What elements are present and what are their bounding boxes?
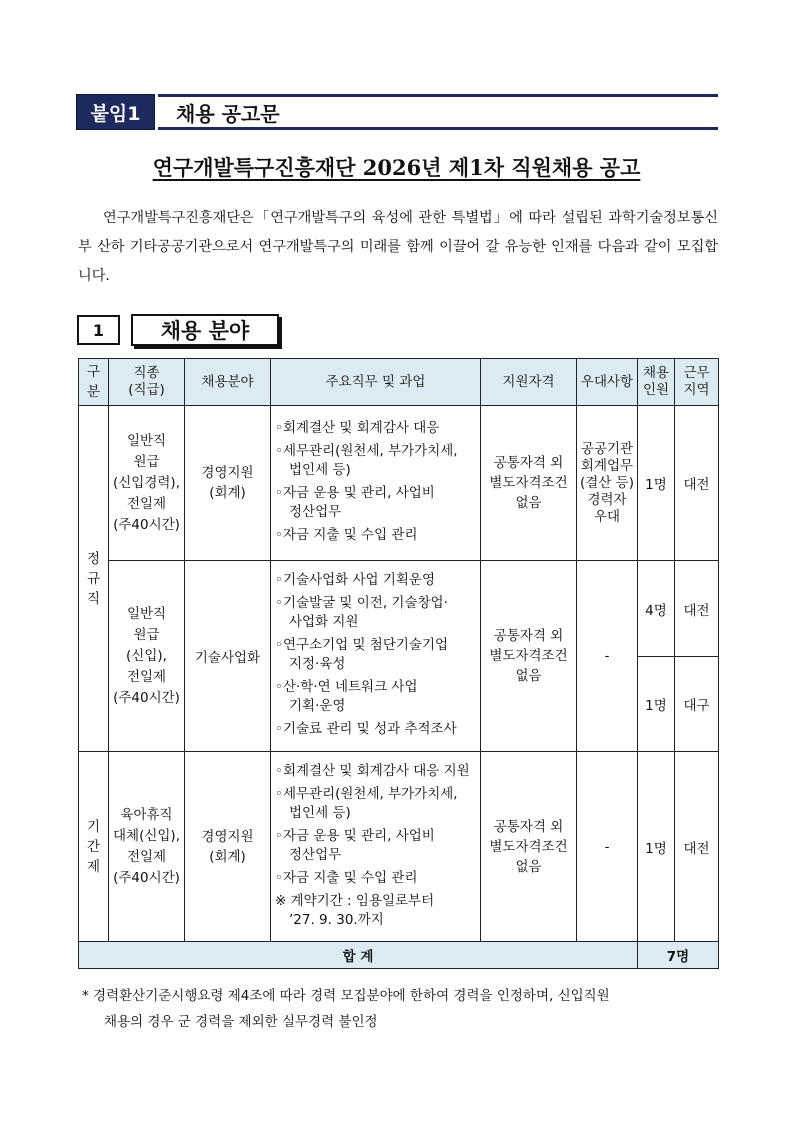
duty-item: ◦세무관리(원천세, 부가가치세, 법인세 등) (275, 785, 458, 821)
group-regular: 정 규 직 (79, 406, 109, 752)
field-cell: 기술사업화 (185, 561, 271, 752)
header-division: 구 분 (79, 359, 109, 406)
section-title: 채용 분야 (131, 314, 279, 346)
duty-item: ◦세무관리(원천세, 부가가치세, 법인세 등) (275, 443, 458, 478)
qualification-cell: 공통자격 외 별도자격조건 없음 (481, 561, 577, 752)
duty-item: ※ 계약기간 : 임용일로부터 ’27. 9. 30.까지 (275, 892, 435, 928)
header-job-type: 직종 (직급) (109, 359, 185, 406)
table-row (79, 406, 719, 561)
header-title: 채용 공고문 (158, 94, 718, 130)
count-cell: 1명 (638, 752, 675, 942)
header-count: 채용 인원 (638, 359, 675, 406)
footnote-line: * 경력환산기준시행요령 제4조에 따라 경력 모집분야에 한하여 경력을 인정하며, 신입직원 (82, 988, 610, 1004)
group-temporary: 기 간 제 (79, 752, 109, 942)
qualification-cell: 공통자격 외 별도자격조건 없음 (481, 752, 577, 942)
job-type-cell: 육아휴직 대체(신입), 전일제 (주40시간) (109, 752, 185, 942)
duty-item: ◦자금 지출 및 수입 관리 (275, 869, 418, 886)
intro-paragraph: 연구개발특구진흥재단은「연구개발특구의 육성에 관한 특별법」에 따라 설립된 과학기술정보통신부 산하 기타공공기관으로서 연구개발특구의 미래를 함께 이끌어 갈 유능한 인재를 다음과 같이 모집합니다. (78, 210, 718, 284)
duty-item: ◦산·학·연 네트워크 사업 기획·운영 (275, 679, 418, 714)
header-qualification: 지원자격 (481, 359, 577, 406)
header-field: 채용분야 (185, 359, 271, 406)
field-cell: 경영지원 (회계) (185, 752, 271, 942)
table-row (79, 561, 719, 657)
region-cell: 대구 (675, 657, 719, 752)
footnote-line: 채용의 경우 군 경력을 제외한 실무경력 불인정 (104, 1014, 378, 1030)
total-row (79, 942, 719, 969)
header-region: 근무 지역 (675, 359, 719, 406)
header-duties: 주요직무 및 과업 (271, 359, 481, 406)
section-number: 1 (77, 315, 120, 345)
count-cell: 1명 (638, 657, 675, 752)
region-cell: 대전 (675, 752, 719, 942)
region-cell: 대전 (675, 406, 719, 561)
duty-item: ◦기술발굴 및 이전, 기술창업· 사업화 지원 (275, 595, 448, 630)
duty-item: ◦연구소기업 및 첨단기술기업 지정·육성 (275, 637, 449, 672)
duties-cell (271, 406, 481, 561)
duties-cell (271, 561, 481, 752)
preference-cell: - (577, 561, 638, 752)
duty-item: ◦자금 운용 및 관리, 사업비 정산업무 (275, 827, 435, 863)
preference-cell: - (577, 752, 638, 942)
table-row (79, 752, 719, 942)
duties-cell (271, 752, 481, 942)
job-type-cell: 일반직 원급 (신입경력), 전일제 (주40시간) (109, 406, 185, 561)
duty-item: ◦기술사업화 사업 기획운영 (275, 572, 435, 588)
field-cell: 경영지원 (회계) (185, 406, 271, 561)
document-title: 연구개발특구진흥재단 2026년 제1차 직원채용 공고 (152, 155, 641, 180)
preference-cell: 공공기관 회계업무 (결산 등) 경력자 우대 (577, 406, 638, 561)
count-cell: 4명 (638, 561, 675, 657)
attachment-badge: 붙임1 (76, 94, 155, 130)
duty-item: ◦자금 운용 및 관리, 사업비 정산업무 (275, 485, 435, 520)
qualification-cell: 공통자격 외 별도자격조건 없음 (481, 406, 577, 561)
region-cell: 대전 (675, 561, 719, 657)
job-type-cell: 일반직 원급 (신입), 전일제 (주40시간) (109, 561, 185, 752)
count-cell: 1명 (638, 406, 675, 561)
table-header-row (79, 359, 719, 406)
recruitment-table (78, 358, 719, 969)
duty-item: ◦회계결산 및 회계감사 대응 (275, 420, 440, 436)
duty-item: ◦회계결산 및 회계감사 대응 지원 (275, 762, 470, 779)
footnote (82, 983, 722, 1035)
total-value: 7명 (638, 942, 719, 969)
total-label: 합 계 (79, 942, 638, 969)
header-preference: 우대사항 (577, 359, 638, 406)
duty-item: ◦기술료 관리 및 성과 추적조사 (275, 721, 457, 737)
duty-item: ◦자금 지출 및 수입 관리 (275, 527, 418, 543)
